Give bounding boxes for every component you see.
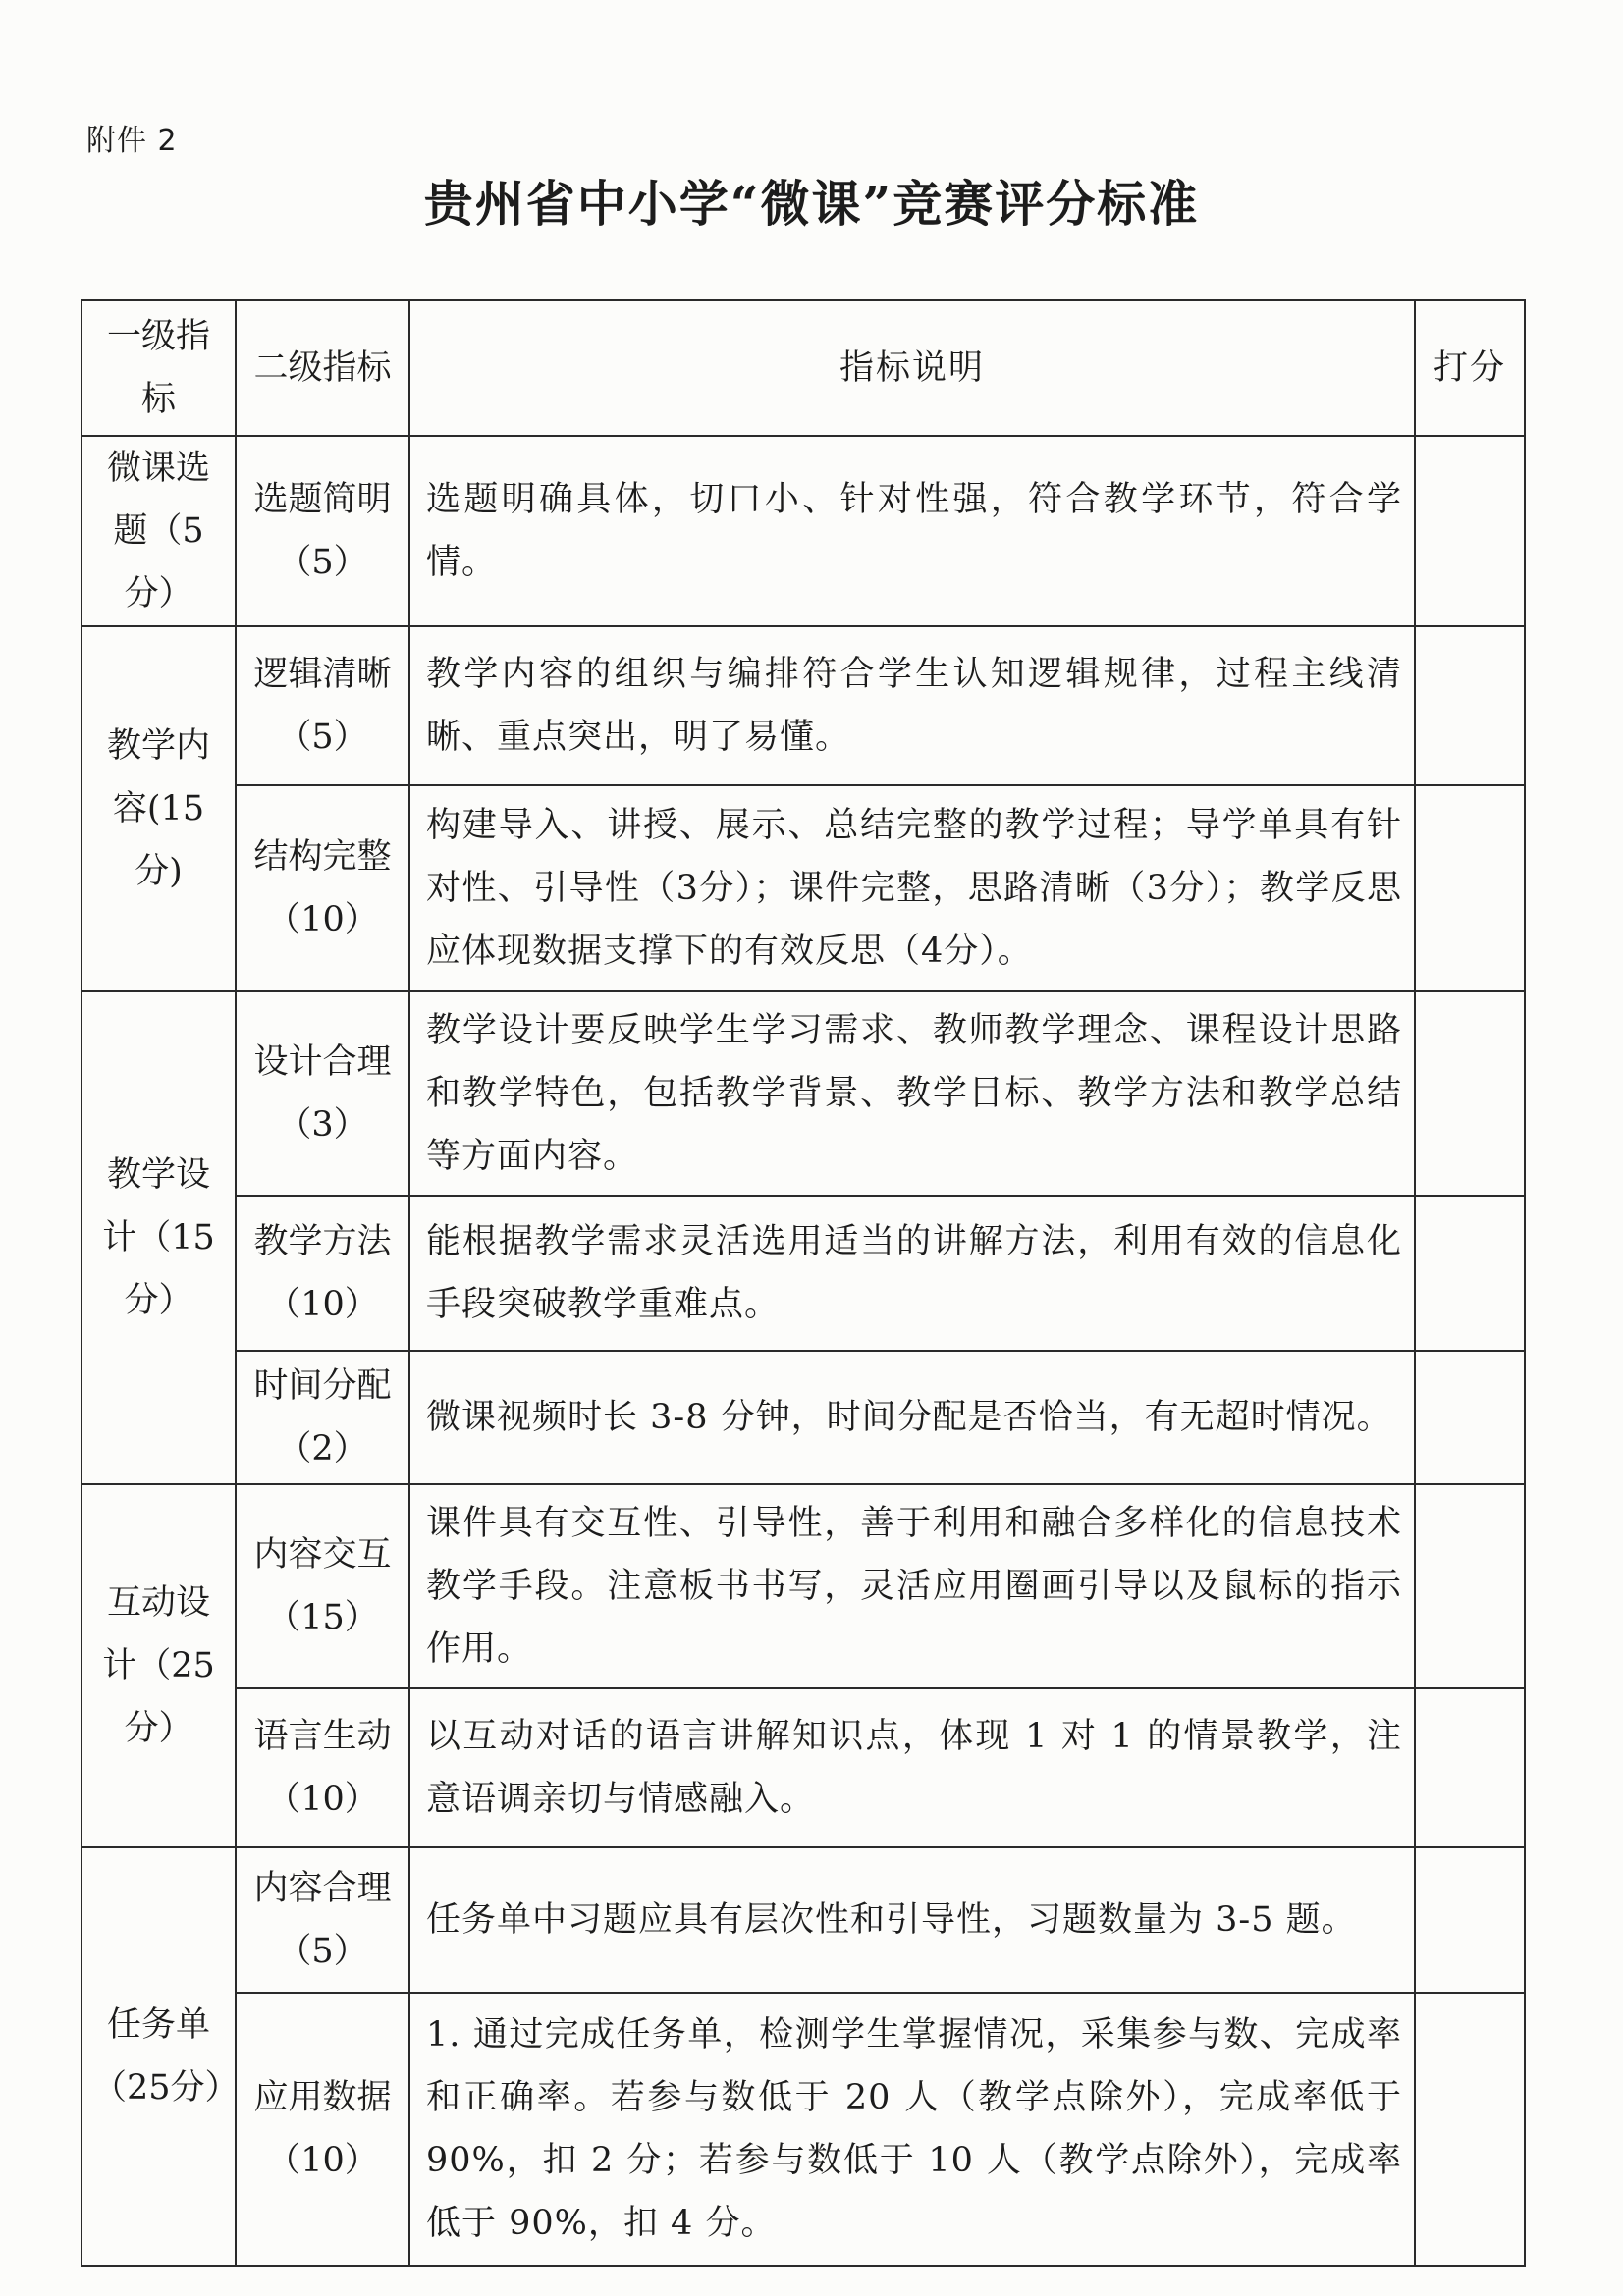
description-cell: 课件具有交互性、引导性，善于利用和融合多样化的信息技术教学手段。注意板书书写，灵活应用圈画引导以及鼠标的指示作用。 (409, 1484, 1415, 1688)
description-cell: 教学内容的组织与编排符合学生认知逻辑规律，过程主线清晰、重点突出，明了易懂。 (409, 626, 1415, 785)
description-cell: 教学设计要反映学生学习需求、教师教学理念、课程设计思路和教学特色，包括教学背景、教学目标、教学方法和教学总结等方面内容。 (409, 991, 1415, 1196)
secondary-indicator-cell: 选题简明（5） (236, 436, 409, 626)
secondary-indicator-cell: 教学方法（10） (236, 1196, 409, 1351)
primary-indicator-cell: 互动设计（25分） (81, 1484, 236, 1847)
score-cell[interactable] (1415, 1484, 1525, 1688)
table-row (81, 1688, 1525, 1847)
header-description: 指标说明 (409, 300, 1415, 436)
description-cell: 能根据教学需求灵活选用适当的讲解方法，利用有效的信息化手段突破教学重难点。 (409, 1196, 1415, 1351)
description-cell: 1. 通过完成任务单，检测学生掌握情况，采集参与数、完成率和正确率。若参与数低于 20 人（教学点除外），完成率低于 90%，扣 2 分；若参与数低于 10 人（教学点除外），完成率低于 90%，扣 4 分。 (409, 1993, 1415, 2266)
table-row (81, 991, 1525, 1196)
secondary-indicator-cell: 内容交互（15） (236, 1484, 409, 1688)
primary-indicator-cell: 微课选题（5分） (81, 436, 236, 626)
secondary-indicator-cell: 应用数据（10） (236, 1993, 409, 2266)
page-title: 贵州省中小学“微课”竞赛评分标准 (423, 175, 1200, 233)
score-cell[interactable] (1415, 1688, 1525, 1847)
description-cell: 构建导入、讲授、展示、总结完整的教学过程；导学单具有针对性、引导性（3分）；课件完整，思路清晰（3分）；教学反思应体现数据支撑下的有效反思（4分）。 (409, 785, 1415, 991)
primary-indicator-cell: 教学设计（15分） (81, 991, 236, 1484)
secondary-indicator-cell: 逻辑清晰（5） (236, 626, 409, 785)
score-cell[interactable] (1415, 1847, 1525, 1993)
table-row (81, 785, 1525, 991)
header-primary-indicator: 一级指标 (81, 300, 236, 436)
description-cell: 选题明确具体，切口小、针对性强，符合教学环节，符合学情。 (409, 436, 1415, 626)
table-header-row (81, 300, 1525, 436)
table-row (81, 1847, 1525, 1993)
secondary-indicator-cell: 内容合理（5） (236, 1847, 409, 1993)
table-row (81, 436, 1525, 626)
header-secondary-indicator: 二级指标 (236, 300, 409, 436)
scoring-table (81, 299, 1526, 2267)
secondary-indicator-cell: 设计合理（3） (236, 991, 409, 1196)
attachment-label: 附件 2 (86, 124, 178, 158)
score-cell[interactable] (1415, 1196, 1525, 1351)
score-cell[interactable] (1415, 1993, 1525, 2266)
table-row (81, 1351, 1525, 1484)
primary-indicator-cell: 任务单（25分） (81, 1847, 236, 2266)
score-cell[interactable] (1415, 991, 1525, 1196)
score-cell[interactable] (1415, 1351, 1525, 1484)
table-row (81, 1993, 1525, 2266)
table-row (81, 626, 1525, 785)
secondary-indicator-cell: 结构完整（10） (236, 785, 409, 991)
table-row (81, 1196, 1525, 1351)
description-cell: 任务单中习题应具有层次性和引导性，习题数量为 3-5 题。 (409, 1847, 1415, 1993)
header-score: 打分 (1415, 300, 1525, 436)
score-cell[interactable] (1415, 436, 1525, 626)
primary-indicator-cell: 教学内容(15分) (81, 626, 236, 991)
table-row (81, 1484, 1525, 1688)
description-cell: 微课视频时长 3-8 分钟，时间分配是否恰当，有无超时情况。 (409, 1351, 1415, 1484)
description-cell: 以互动对话的语言讲解知识点，体现 1 对 1 的情景教学，注意语调亲切与情感融入。 (409, 1688, 1415, 1847)
score-cell[interactable] (1415, 785, 1525, 991)
score-cell[interactable] (1415, 626, 1525, 785)
secondary-indicator-cell: 时间分配（2） (236, 1351, 409, 1484)
secondary-indicator-cell: 语言生动（10） (236, 1688, 409, 1847)
